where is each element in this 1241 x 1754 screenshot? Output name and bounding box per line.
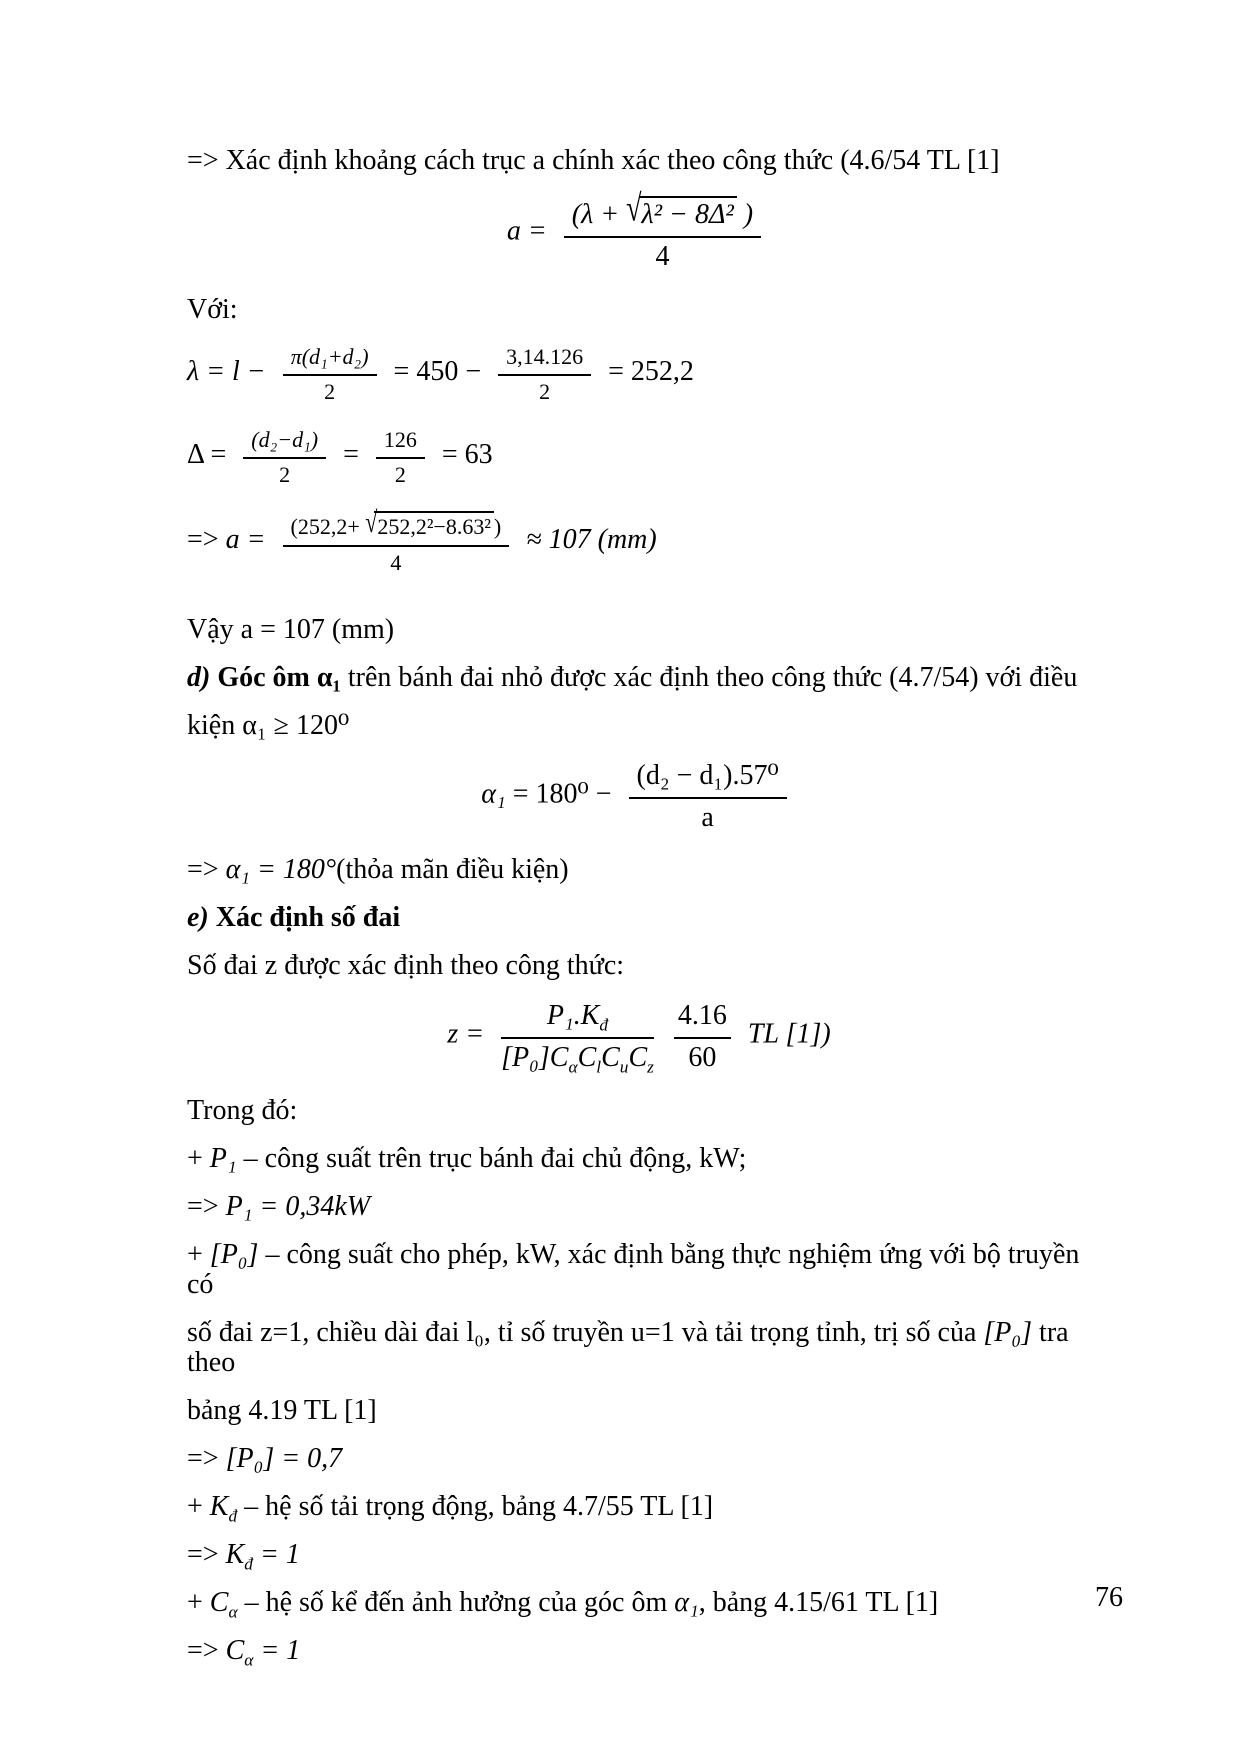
- fraction: [498, 343, 591, 404]
- a-result: ≈ 107 (mm): [526, 524, 657, 556]
- denominator: [501, 1039, 654, 1077]
- item-text: , bảng 4.15/61 TL [1]: [698, 1586, 939, 1618]
- fraction: [501, 999, 654, 1077]
- arrow: =>: [187, 1442, 226, 1474]
- denominator: 2: [324, 378, 336, 404]
- numerator-close: ): [743, 199, 754, 230]
- conclusion-line: Vậy a = 107 (mm): [187, 613, 395, 645]
- square-root: [365, 505, 494, 540]
- denominator: 60: [688, 1042, 717, 1074]
- item-kd-value: [187, 1538, 1091, 1574]
- arrow: =>: [187, 854, 226, 886]
- formula-lambda: [187, 343, 1091, 404]
- item-symbol-base: C: [209, 1586, 229, 1618]
- numerator: 126: [376, 426, 425, 459]
- denominator-text: C: [628, 1042, 648, 1074]
- item-alpha-symbol: α₁: [674, 1586, 699, 1618]
- radicand: λ² − 8Δ²: [639, 196, 737, 231]
- numerator: π(d₁+d₂): [283, 343, 377, 376]
- formula-center-distance: [187, 187, 1091, 273]
- item-symbol-subscript: α: [244, 1650, 254, 1670]
- item-symbol-subscript: đ: [244, 1554, 253, 1574]
- numerator: 3,14.126: [498, 343, 591, 376]
- delta-result: = 63: [441, 439, 493, 471]
- item-p0-definition-line3: bảng 4.19 TL [1]: [187, 1394, 377, 1426]
- denominator-subscript: z: [647, 1057, 654, 1077]
- fraction: [283, 343, 377, 404]
- wrap-angle-math: α₁ = 180°: [225, 854, 337, 886]
- denominator: 4: [655, 240, 670, 272]
- alpha-lhs: α₁: [481, 778, 506, 810]
- fraction: [283, 505, 510, 575]
- wrap-angle-note: (thỏa mãn điều kiện): [336, 854, 569, 886]
- item-p0-value: [187, 1444, 1091, 1474]
- item-text: – hệ số kể đến ảnh hưởng của góc ôm: [237, 1586, 675, 1618]
- fraction: [564, 187, 761, 273]
- z-lhs: z =: [447, 1019, 485, 1051]
- heading-d-label: d): [187, 661, 218, 693]
- fraction: [629, 759, 787, 834]
- item-prefix: +: [187, 1142, 210, 1174]
- item-text: tra theo: [187, 1316, 1069, 1378]
- intro-line: => Xác định khoảng cách trục a chính xác theo công thức (4.6/54 TL [1]: [187, 145, 1000, 176]
- formula-delta: [187, 426, 1091, 487]
- heading-d-rest: trên bánh đai nhỏ được xác định theo công thức (4.7/54) với điều: [340, 661, 1078, 693]
- formula-center-distance-numeric: [187, 505, 1091, 575]
- numerator: [564, 187, 761, 238]
- denominator-subscript: α: [568, 1057, 578, 1077]
- item-p1-value: [187, 1192, 1091, 1222]
- fraction: [376, 426, 425, 487]
- item-value-text: = 1: [253, 1634, 301, 1666]
- item-symbol-subscript: đ: [228, 1506, 238, 1526]
- numerator: [501, 999, 654, 1039]
- fraction: [243, 426, 326, 487]
- item-symbol-base: K: [209, 1490, 229, 1522]
- arrow: =>: [187, 1634, 226, 1666]
- lambda-mid: = 450 −: [393, 355, 482, 387]
- condition-prefix: kiện: [187, 709, 243, 741]
- denominator-text: [P₀]C: [501, 1042, 569, 1074]
- item-symbol: [209, 1586, 238, 1622]
- square-root: [626, 187, 744, 230]
- fraction-reference: [674, 999, 731, 1074]
- delta-mid: =: [343, 439, 359, 471]
- item-text: số đai z=1, chiều dài đai l₀, tỉ số truyền u=1 và tải trọng tỉnh, trị số của: [187, 1316, 984, 1348]
- belt-number-intro: Số đai z được xác định theo công thức:: [187, 950, 625, 982]
- heading-e-title: Xác định số đai: [215, 902, 401, 934]
- formula-wrap-angle: [187, 759, 1091, 834]
- with-label: Với:: [187, 293, 238, 325]
- item-ca-definition: [187, 1586, 1091, 1622]
- item-symbol-base: K: [225, 1538, 245, 1570]
- formula-lhs: a =: [506, 215, 547, 247]
- alpha-lhs-rest: = 180⁰ −: [505, 778, 612, 810]
- item-value-text: = 1: [252, 1538, 300, 1570]
- denominator: 2: [394, 462, 406, 488]
- item-text: – công suất trên trục bánh đai chủ động, kW;: [236, 1142, 747, 1174]
- numerator-close: ): [493, 514, 502, 540]
- item-prefix: +: [187, 1238, 210, 1270]
- reference-tail: TL [1]): [740, 1019, 831, 1051]
- denominator-subscript: u: [619, 1057, 629, 1077]
- numerator-text: P₁.K: [546, 1000, 600, 1032]
- item-symbol-subscript: α: [228, 1602, 238, 1622]
- condition-math: α₁ ≥ 120⁰: [242, 709, 350, 741]
- numerator: (d₂−d₁): [243, 426, 326, 459]
- numerator: (d₂ − d₁).57⁰: [629, 759, 787, 799]
- denominator-text: C: [577, 1042, 597, 1074]
- a-lhs: a =: [225, 524, 266, 556]
- denominator: 2: [279, 462, 291, 488]
- arrow: =>: [187, 1190, 226, 1222]
- arrow: =>: [187, 524, 226, 556]
- heading-d-title: Góc ôm α₁: [217, 661, 341, 693]
- denominator-subscript: l: [596, 1057, 602, 1077]
- item-prefix: +: [187, 1490, 210, 1522]
- condition-line: [187, 711, 1091, 741]
- radical-sign: √: [626, 187, 642, 230]
- item-ca-value: [187, 1634, 1091, 1670]
- item-symbol: P₁: [209, 1142, 237, 1174]
- formula-belt-number: [187, 999, 1091, 1077]
- numerator-subscript: đ: [599, 1015, 609, 1035]
- numerator-open: (λ +: [571, 199, 620, 230]
- heading-e: [187, 903, 1091, 933]
- radical-sign: √: [365, 505, 378, 540]
- item-symbol-base: C: [225, 1634, 245, 1666]
- denominator: 2: [539, 378, 551, 404]
- item-text: – hệ số tải trọng động, bảng 4.7/55 TL [1]: [237, 1490, 714, 1522]
- lambda-result: = 252,2: [608, 355, 694, 387]
- item-p1-definition: [187, 1144, 1091, 1174]
- item-value-math: P₁ = 0,34kW: [225, 1190, 371, 1222]
- page-number: 76: [1095, 1582, 1123, 1613]
- denominator: 4: [390, 549, 402, 575]
- radicand: 252,2²−8.63²: [374, 511, 494, 539]
- item-symbol: [209, 1490, 238, 1526]
- item-symbol: [P₀]: [209, 1238, 259, 1270]
- item-value-math: [225, 1634, 301, 1670]
- item-p0-definition-line2: [187, 1318, 1091, 1378]
- item-kd-definition: [187, 1490, 1091, 1526]
- item-value-math: [225, 1538, 300, 1574]
- lambda-lhs: λ = l −: [187, 355, 266, 387]
- numerator-open: (252,2+: [290, 514, 366, 540]
- denominator: a: [701, 801, 714, 833]
- item-text: – công suất cho phép, kW, xác định bằng thực nghiệm ứng với bộ truyền có: [187, 1238, 1080, 1300]
- item-prefix: +: [187, 1586, 210, 1618]
- item-symbol: [P₀]: [983, 1316, 1033, 1348]
- item-p0-definition-line1: [187, 1240, 1091, 1300]
- item-value-math: [P₀] = 0,7: [225, 1442, 343, 1474]
- numerator: [283, 505, 510, 546]
- arrow: =>: [187, 1538, 226, 1570]
- delta-lhs: Δ =: [187, 439, 227, 471]
- heading-e-label: e): [187, 902, 216, 934]
- heading-d: [187, 663, 1091, 693]
- denominator-text: C: [601, 1042, 620, 1074]
- wrap-angle-result: [187, 855, 1091, 885]
- legend-intro: Trong đó:: [187, 1094, 298, 1126]
- numerator: 4.16: [674, 999, 731, 1039]
